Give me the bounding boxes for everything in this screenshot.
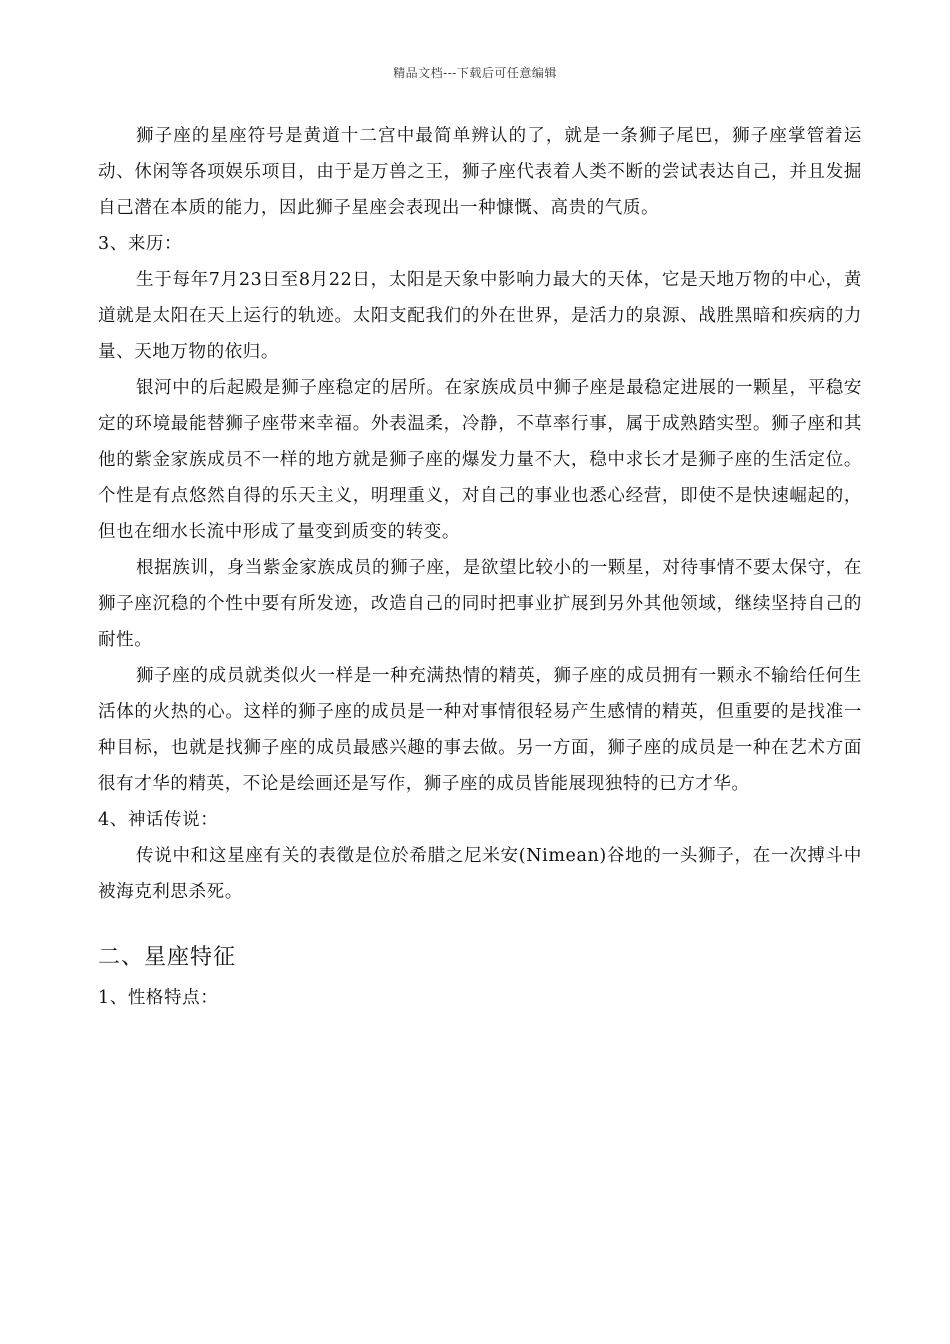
subheading-personality: 1、性格特点：: [98, 988, 219, 1008]
paragraph-birth-dates: 生于每年7月23日至8月22日，太阳是天象中影响力最大的天体，它是天地万物的中心，黄道就是太阳在天上运行的轨迹。太阳支配我们的外在世界，是活力的泉源、战胜黑暗和疾病的力量、天地万物的依归。: [98, 270, 862, 362]
paragraph-family-rules: 根据族训，身当紫金家族成员的狮子座，是欲望比较小的一颗星，对待事情不要太保守，在狮子座沉稳的个性中要有所发迹，改造自己的同时把事业扩展到另外其他领域，继续坚持自己的耐性。: [98, 558, 862, 650]
page-header: 精品文档---下载后可任意编辑: [393, 66, 557, 80]
paragraph-myth: 传说中和这星座有关的表徵是位於希腊之尼米安(Nimean)谷地的一头狮子，在一次搏斗中被海克利思杀死。: [98, 846, 862, 902]
subheading-myth: 4、神话传说：: [98, 810, 219, 830]
paragraph-fire-elite: 狮子座的成员就类似火一样是一种充满热情的精英，狮子座的成员拥有一颗永不输给任何生活体的火热的心。这样的狮子座的成员是一种对事情很轻易产生感情的精英，但重要的是找准一种目标，也就是找狮子座的成员最感兴趣的事去做。另一方面，狮子座的成员是一种在艺术方面很有才华的精英，不论是绘画还是写作，狮子座的成员皆能展现独特的已方才华。: [98, 666, 862, 794]
subheading-origin: 3、来历：: [98, 234, 183, 254]
section-heading-characteristics: 二、星座特征: [98, 945, 237, 970]
paragraph-symbol: 狮子座的星座符号是黄道十二宫中最简单辨认的了，就是一条狮子尾巴，狮子座掌管着运动、休闲等各项娱乐项目，由于是万兽之王，狮子座代表着人类不断的尝试表达自己，并且发掘自己潜在本质的能力，因此狮子星座会表现出一种慷慨、高贵的气质。: [98, 126, 862, 218]
document-body: [98, 118, 862, 1016]
paragraph-galaxy-home: 银河中的后起殿是狮子座稳定的居所。在家族成员中狮子座是最稳定进展的一颗星，平稳安定的环境最能替狮子座带来幸福。外表温柔，冷静，不草率行事，属于成熟踏实型。狮子座和其他的紫金家族成员不一样的地方就是狮子座的爆发力量不大，稳中求长才是狮子座的生活定位。个性是有点悠然自得的乐天主义，明理重义，对自己的事业也悉心经营，即使不是快速崛起的，但也在细水长流中形成了量变到质变的转变。: [98, 378, 862, 542]
